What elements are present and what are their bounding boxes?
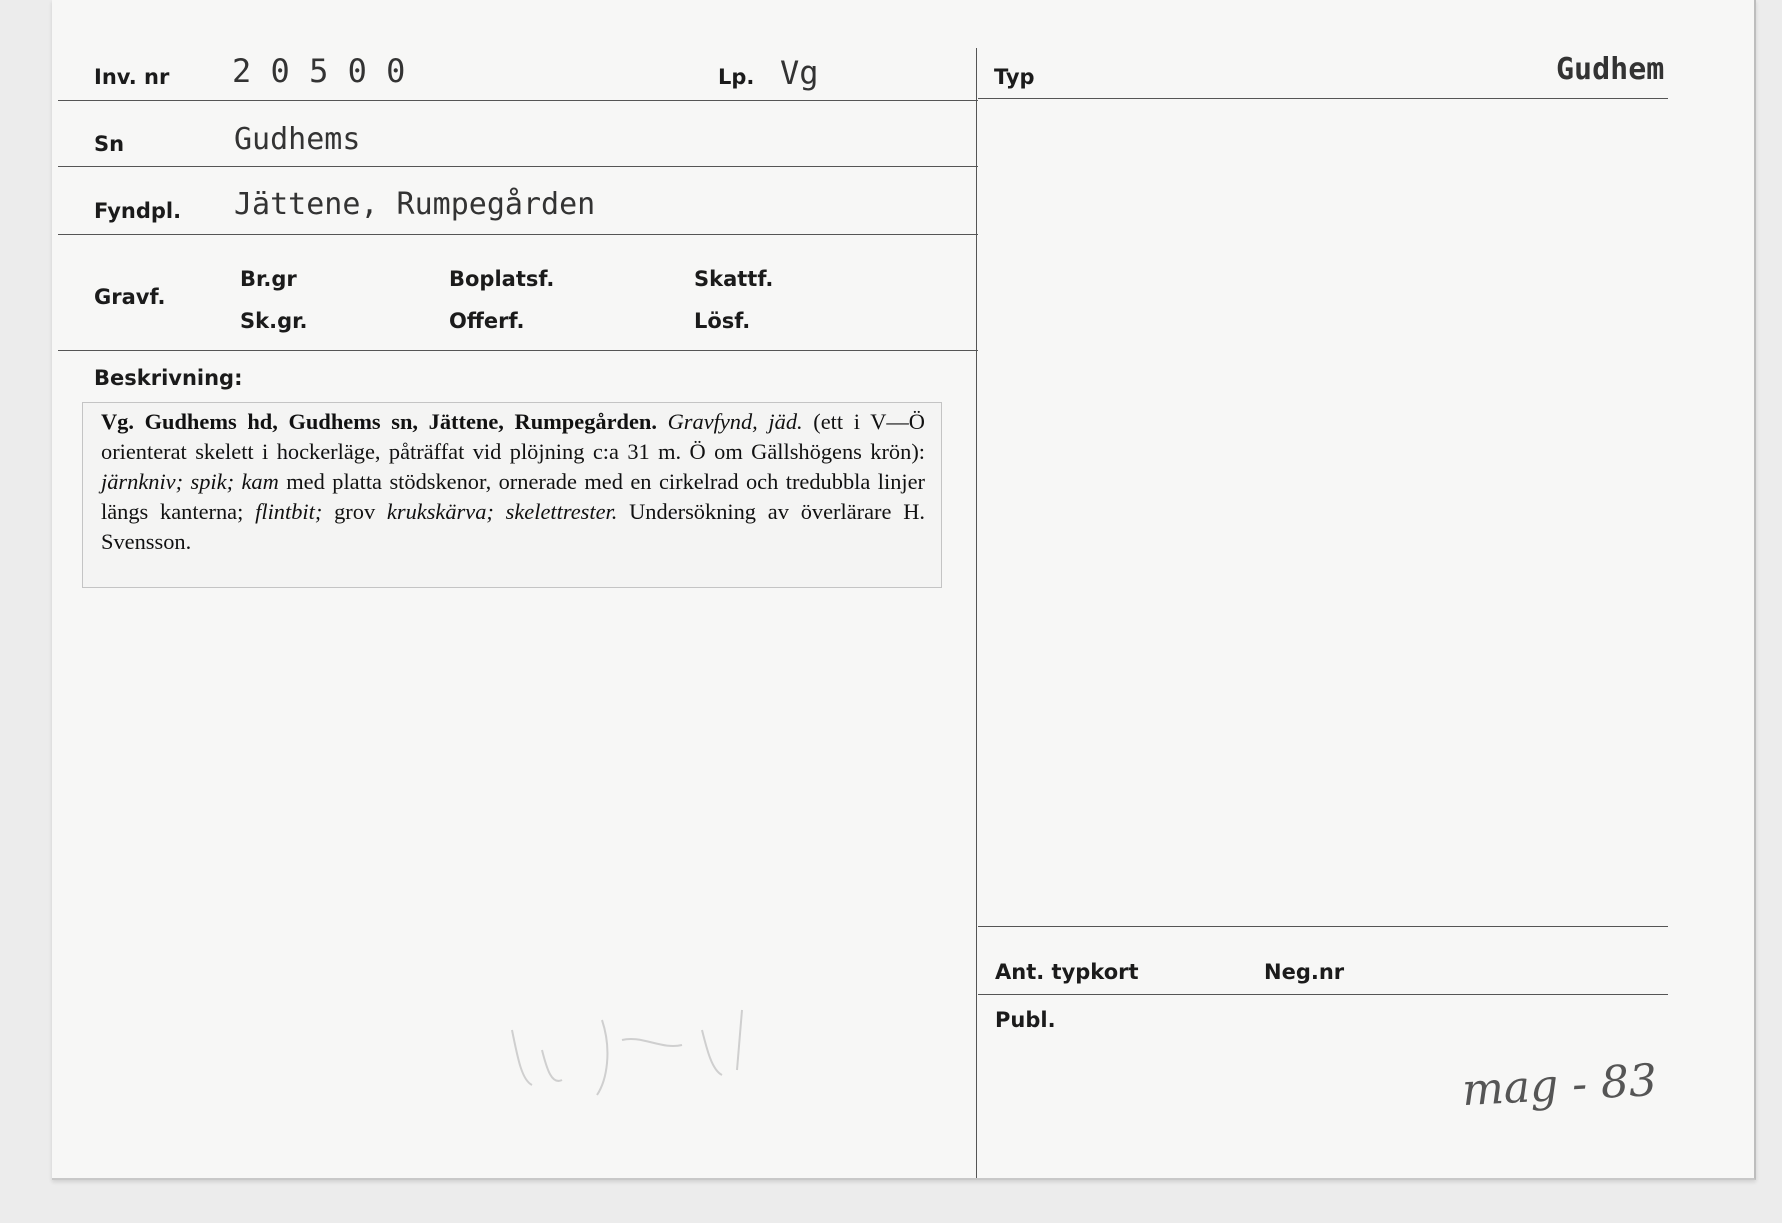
rule-sn <box>58 166 978 167</box>
gravf-option-skattf: Skattf. <box>694 267 774 291</box>
gravf-option-sk-gr: Sk.gr. <box>240 309 308 333</box>
column-divider <box>976 48 977 1178</box>
rule-fyndpl <box>58 234 978 235</box>
rule-ant <box>978 926 1668 927</box>
typ-label: Typ <box>994 65 1035 89</box>
publ-label: Publ. <box>995 1008 1056 1032</box>
desc-heading: Vg. Gudhems hd, Gudhems sn, Jättene, Rumpegården. <box>101 409 668 434</box>
gravf-option-offerf: Offerf. <box>449 309 525 333</box>
rule-typ <box>978 98 1668 99</box>
description-slip <box>82 402 942 588</box>
desc-context: (ett i V—Ö orienterat skelett i hockerläge, påträffat vid plöjning c:a 31 m. Ö om Gällshögens krön): <box>101 409 925 464</box>
desc-italic-gravfynd: Gravfynd, jäd. <box>667 409 803 434</box>
rule-gravf <box>58 350 978 351</box>
rule-publ <box>978 994 1668 995</box>
fyndpl-label: Fyndpl. <box>94 199 182 223</box>
desc-italic-krukskarva: krukskärva; skelettrester. <box>386 499 618 524</box>
desc-kam-detail: med platta stödskenor, ornerade med en cirkelrad och tredubbla linjer längs kanterna; <box>101 469 925 524</box>
typ-value: Gudhem <box>1556 52 1665 87</box>
gravf-option-boplatsf: Boplatsf. <box>449 267 555 291</box>
neg-nr-label: Neg.nr <box>1264 960 1345 984</box>
inv-nr-label: Inv. nr <box>94 65 170 89</box>
catalog-card <box>52 0 1756 1180</box>
gravf-option-br-gr: Br.gr <box>240 267 297 291</box>
faint-pencil-marks <box>492 990 772 1100</box>
rule-inv <box>58 100 978 101</box>
lp-value: Vg <box>780 54 819 92</box>
fyndpl-value: Jättene, Rumpegården <box>234 187 596 222</box>
beskrivning-label: Beskrivning: <box>94 366 243 390</box>
handwritten-note: mag - 83 <box>1460 1054 1659 1117</box>
sn-label: Sn <box>94 132 125 156</box>
desc-undersokning: Undersökning av överlärare H. Svensson. <box>101 499 925 554</box>
gravf-option-losf: Lösf. <box>694 309 751 333</box>
desc-italic-flintbit: flintbit; <box>255 499 323 524</box>
description-text <box>101 407 925 557</box>
gravf-label: Gravf. <box>94 285 166 309</box>
ant-typkort-label: Ant. typkort <box>995 960 1139 984</box>
desc-italic-objects: järnkniv; spik; kam <box>101 469 279 494</box>
desc-grov: grov <box>322 499 387 524</box>
sn-value: Gudhems <box>234 122 361 157</box>
lp-label: Lp. <box>718 65 755 89</box>
inv-nr-value: 2 0 5 0 0 <box>232 52 406 90</box>
